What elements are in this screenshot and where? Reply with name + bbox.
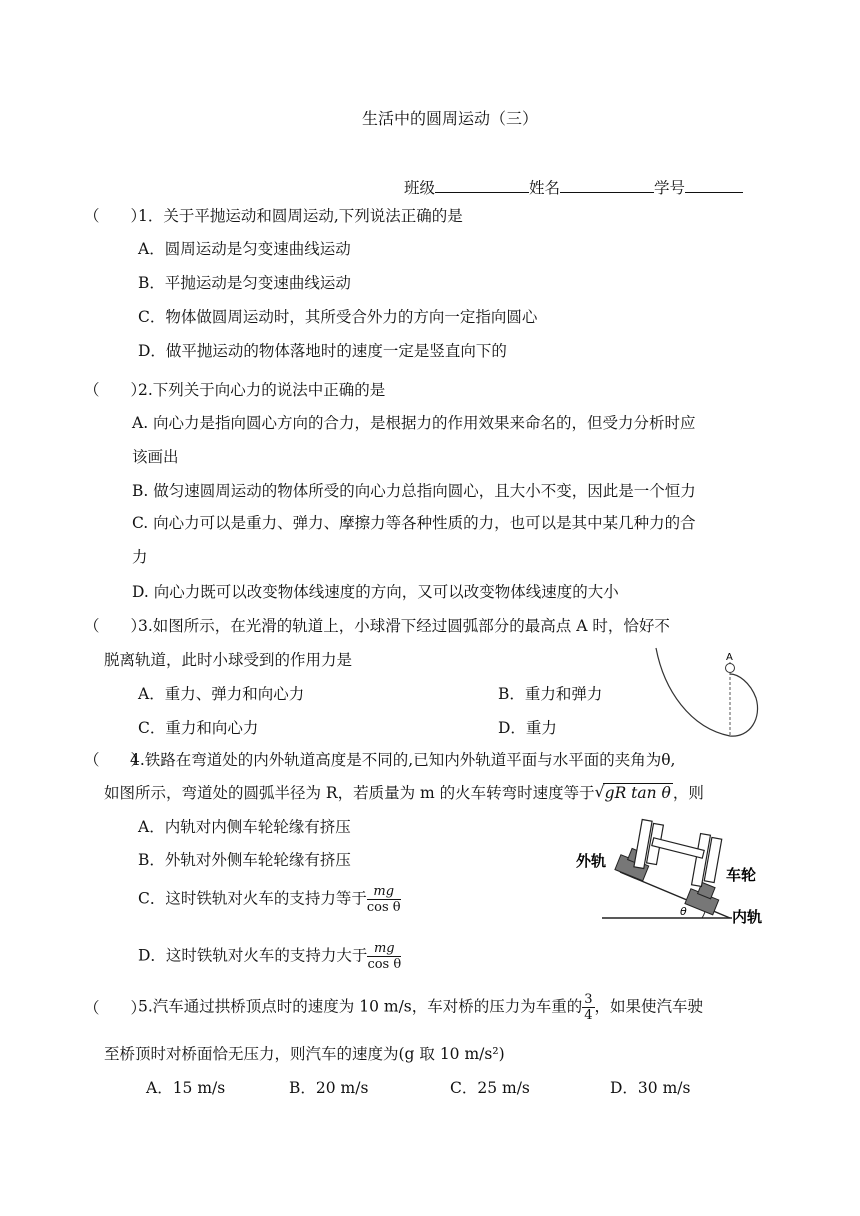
answer-paren: （ ）: [84, 381, 147, 399]
option-d: D. 向心力既可以改变物体线速度的方向，又可以改变物体线速度的大小: [132, 583, 619, 601]
outer-rail-label: 外轨: [576, 852, 607, 870]
question-stem-cont: 脱离轨道，此时小球受到的作用力是: [104, 651, 353, 669]
question-stem: 3.如图所示，在光滑的轨道上，小球滑下经过圆弧部分的最高点 A 时，恰好不: [138, 617, 670, 635]
fraction: [582, 992, 594, 1023]
stem-text: 5.汽车通过拱桥顶点时的速度为 10 m/s，车对桥的压力为车重的: [138, 997, 583, 1016]
name-blank: [560, 178, 654, 193]
option-a: A．15 m/s: [146, 1079, 226, 1097]
fraction: [367, 884, 401, 915]
fraction-denominator: cos θ: [367, 957, 402, 972]
student-info: [404, 178, 743, 198]
option-c: C．重力和向心力: [138, 719, 259, 737]
stem-text: 如图所示，弯道处的圆弧半径为 R，若质量为 m 的火车转弯时速度等于: [104, 784, 595, 802]
option-c: C. 向心力可以是重力、弹力、摩擦力等各种性质的力，也可以是其中某几种力的合: [132, 514, 696, 532]
fraction-denominator: cos θ: [366, 900, 401, 915]
answer-paren: （ ）: [84, 999, 147, 1017]
point-a-label: A: [726, 652, 733, 663]
track-figure: [650, 640, 762, 744]
ball: [726, 664, 735, 673]
option-b: B．20 m/s: [289, 1079, 369, 1097]
option-c-cont: 力: [132, 548, 148, 566]
option-b: B．重力和弹力: [498, 685, 603, 703]
option-a: A. 向心力是指向圆心方向的合力，是根据力的作用效果来命名的，但受力分析时应: [132, 414, 696, 432]
fraction-denominator: 4: [584, 1008, 593, 1023]
class-label: 班级: [404, 179, 436, 197]
wheel-label: 车轮: [726, 866, 757, 884]
option-d: D．30 m/s: [610, 1079, 691, 1097]
answer-paren: （ ）: [84, 617, 147, 635]
option-c: [138, 884, 401, 915]
option-a: A．重力、弹力和向心力: [138, 685, 305, 703]
option-d: [138, 941, 401, 972]
name-label: 姓名: [529, 179, 561, 197]
fraction-numerator: 3: [584, 992, 593, 1007]
sqrt-radicand: gR tan θ: [604, 784, 671, 802]
option-c: C．物体做圆周运动时，其所受合外力的方向一定指向圆心: [138, 308, 538, 326]
option-a: A．圆周运动是匀变速曲线运动: [138, 240, 351, 258]
option-b: B．平抛运动是匀变速曲线运动: [138, 274, 351, 292]
option-b: B．外轨对外侧车轮轮缘有挤压: [138, 851, 351, 869]
answer-paren: （ ）: [84, 207, 147, 225]
question-stem: 4.铁路在弯道处的内外轨道高度是不同的,已知内外轨道平面与水平面的夹角为θ,: [130, 751, 676, 769]
page-title: 生活中的圆周运动（三）: [362, 109, 539, 128]
option-a-cont: 该画出: [132, 448, 179, 466]
question-stem: 1．关于平抛运动和圆周运动,下列说法正确的是: [138, 207, 463, 225]
theta-label: θ: [680, 905, 687, 918]
sqrt-expression: [595, 783, 673, 803]
question-stem: 2.下列关于向心力的说法中正确的是: [138, 381, 386, 399]
stem-text-end: ，如果使汽车驶: [594, 997, 704, 1016]
class-blank: [435, 178, 529, 193]
option-a: A．内轨对内侧车轮轮缘有挤压: [138, 818, 351, 836]
option-d: D．做平抛运动的物体落地时的速度一定是竖直向下的: [138, 342, 507, 360]
fraction: [367, 941, 401, 972]
inner-rail-label: 内轨: [732, 908, 763, 926]
option-d: D．重力: [498, 719, 557, 737]
number-blank: [685, 178, 743, 193]
sqrt-sign: √: [594, 783, 605, 801]
rail-figure: [572, 814, 772, 926]
inner-rail: [685, 879, 723, 914]
answer-paren: （ ）: [84, 751, 147, 769]
number-label: 学号: [654, 179, 686, 197]
option-c: C．25 m/s: [450, 1079, 530, 1097]
option-text: C．这时铁轨对火车的支持力等于: [138, 889, 367, 908]
question-stem: [138, 992, 703, 1023]
question-stem-cont: [104, 783, 704, 803]
fraction-numerator: mg: [367, 884, 401, 900]
fraction-numerator: mg: [367, 941, 401, 957]
option-b: B. 做匀速圆周运动的物体所受的向心力总指向圆心，且大小不变，因此是一个恒力: [132, 482, 696, 500]
question-stem-cont: 至桥顶时对桥面恰无压力，则汽车的速度为(g 取 10 m/s²): [104, 1045, 505, 1063]
wheel-axle: [634, 819, 722, 886]
track-curve: [656, 648, 758, 736]
stem-text-end: ，则: [672, 784, 704, 802]
option-text: D．这时铁轨对火车的支持力大于: [138, 946, 368, 965]
